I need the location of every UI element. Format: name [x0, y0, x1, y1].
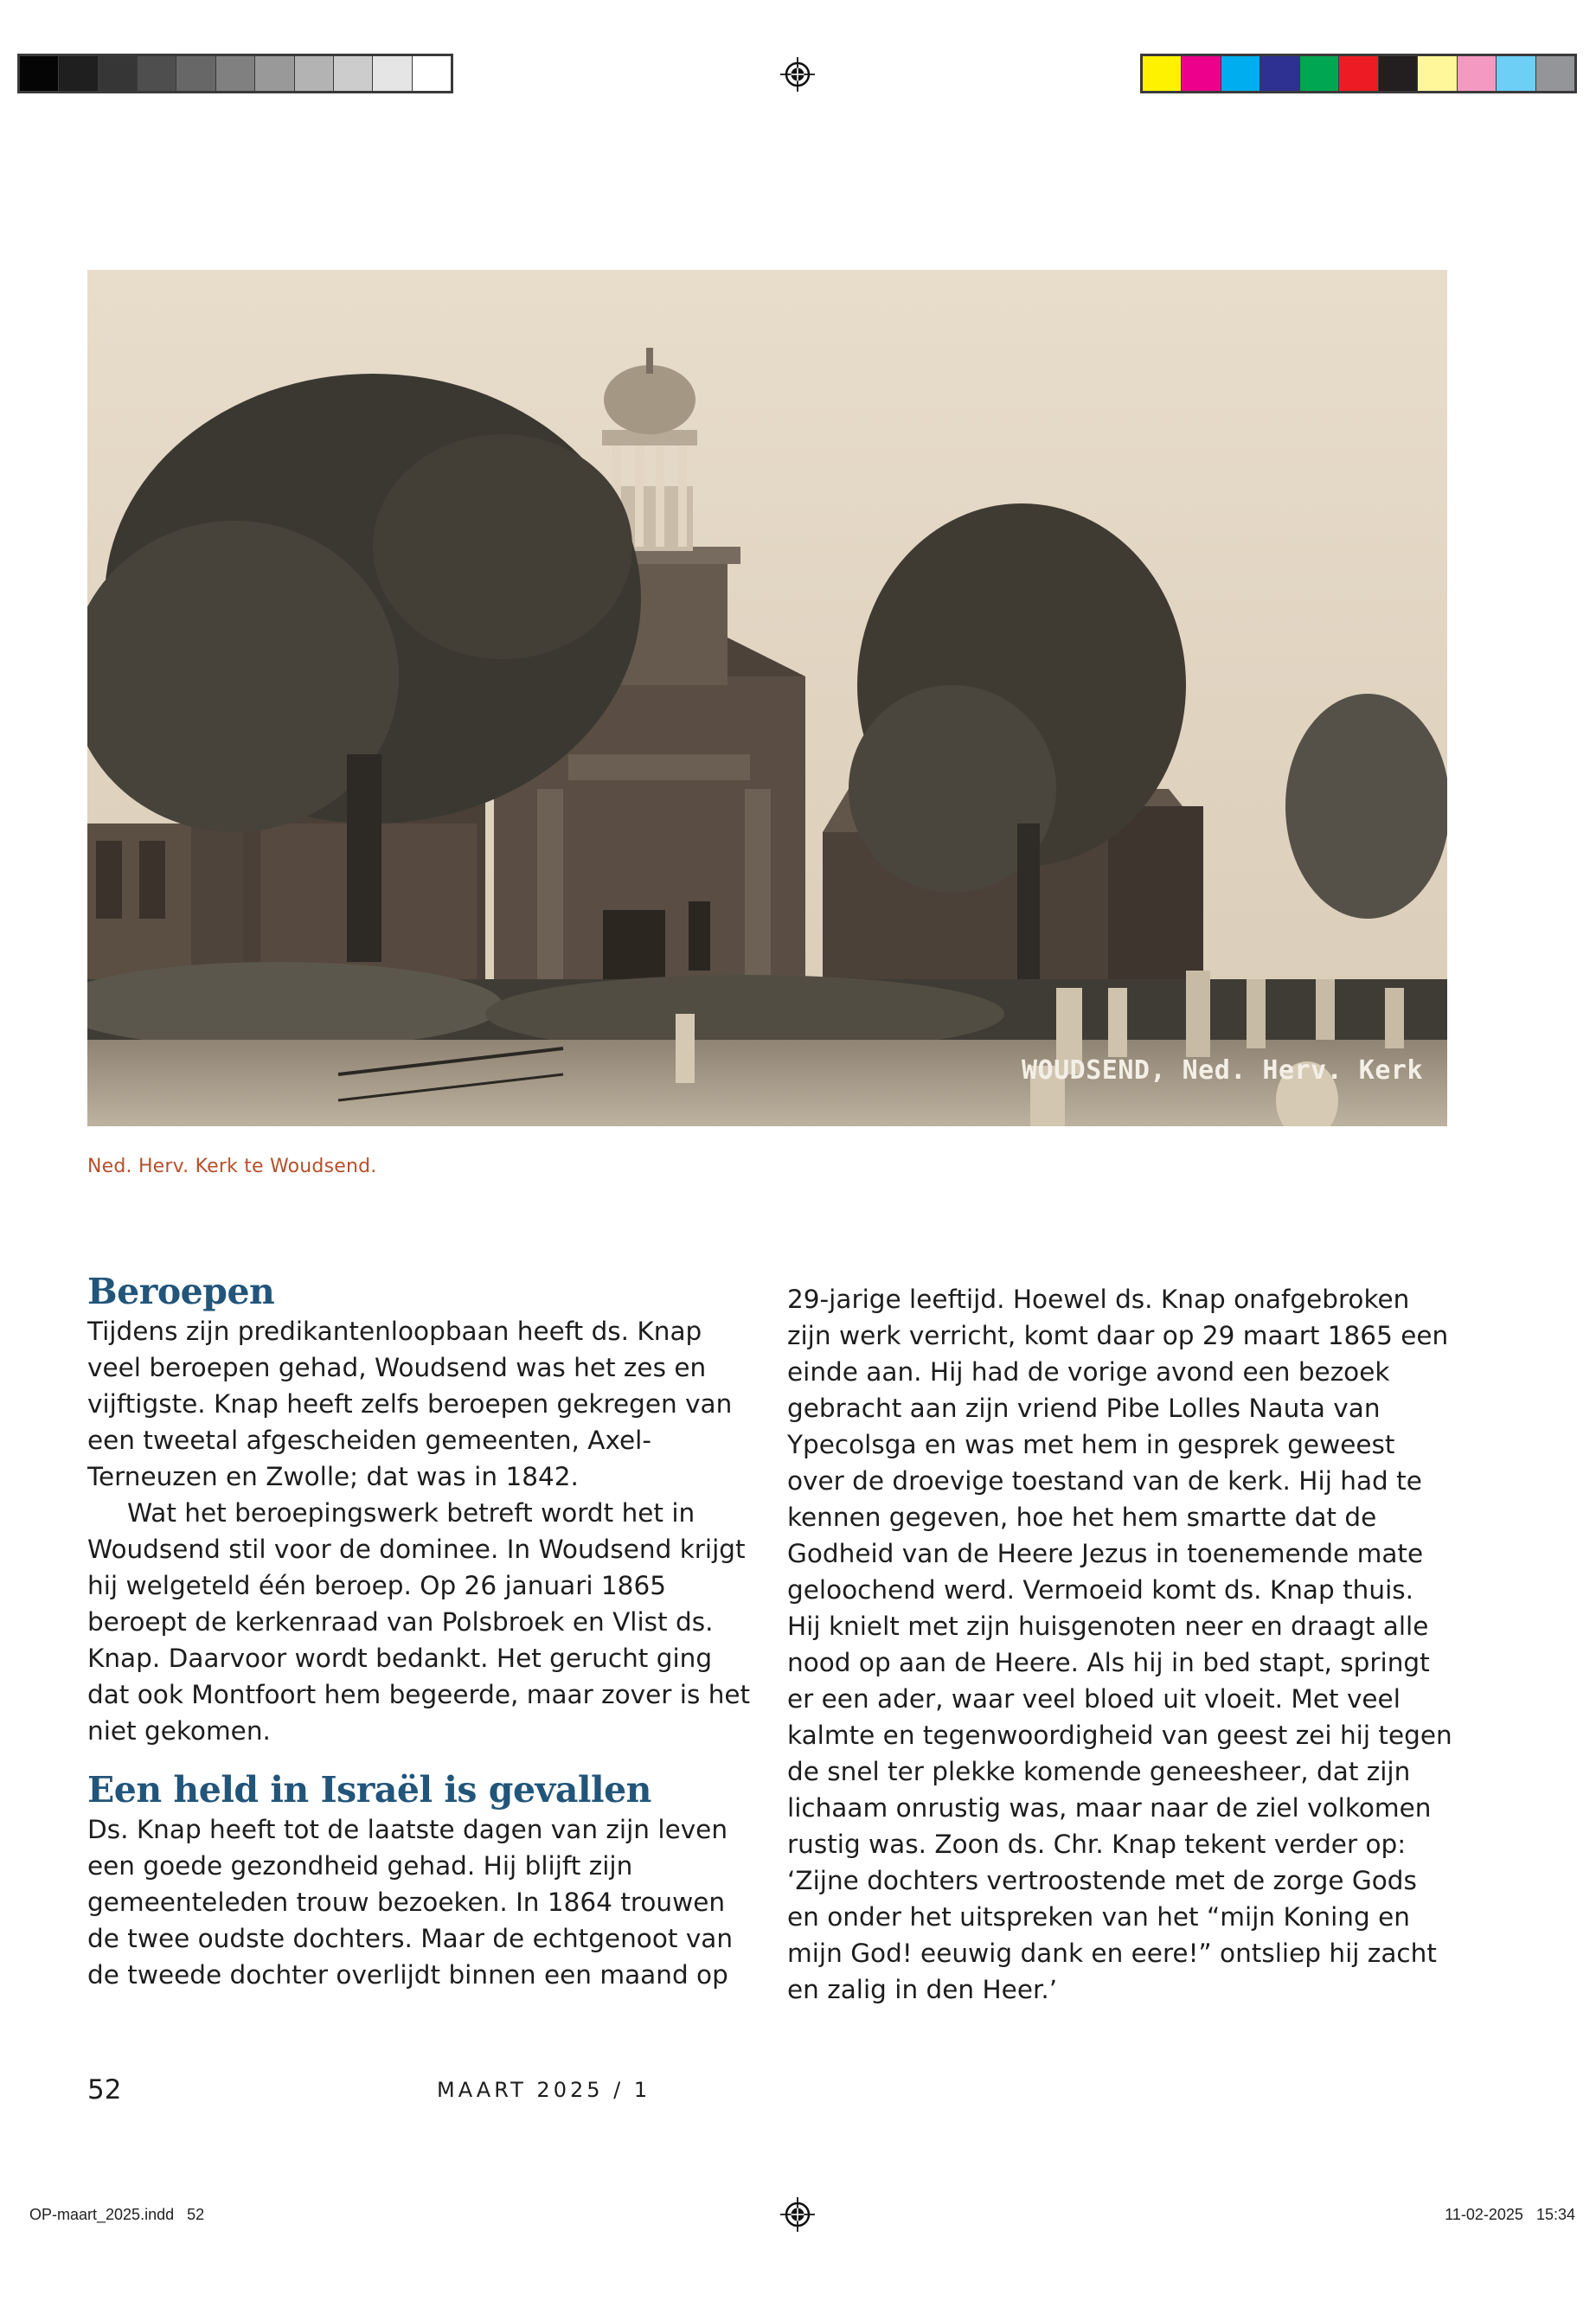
- color-swatch: [20, 56, 59, 91]
- color-swatch: [1260, 56, 1299, 91]
- color-swatch: [99, 56, 138, 91]
- left-column: [87, 1270, 753, 1993]
- color-swatch: [1418, 56, 1457, 91]
- right-column: [787, 1281, 1453, 2008]
- paragraph: Wat het beroepingswerk betreft wordt het in Woudsend stil voor de dominee. In Woudsend krijgt hij welgeteld één beroep. Op 26 januari 1865 beroept de kerkenraad van Polsbroek en Vlist ds. Knap. Daarvoor wordt bedankt. Het gerucht ging dat ook Montfoort hem begeerde, maar zover is het niet gekomen.: [87, 1498, 751, 1746]
- church-photo: [87, 270, 1447, 1126]
- color-swatch: [1339, 56, 1378, 91]
- color-swatch: [216, 56, 255, 91]
- paragraph: Ds. Knap heeft tot de laatste dagen van zijn leven een goede gezondheid gehad. Hij blijft zijn gemeenteleden trouw bezoeken. In 1864 trouwen de twee oudste dochters. Maar de echtgenoot van de tweede dochter overlijdt binnen een maand op: [87, 1815, 734, 1990]
- color-swatch: [413, 56, 451, 91]
- color-swatch: [295, 56, 334, 91]
- issue-label: MAART 2025 / 1: [437, 2078, 651, 2102]
- color-swatch: [1497, 56, 1535, 91]
- color-swatch: [176, 56, 215, 91]
- color-swatch: [255, 56, 294, 91]
- process-color-bar: [1140, 54, 1577, 93]
- color-swatch: [1536, 56, 1574, 91]
- registration-target-icon: [779, 55, 817, 93]
- color-swatch: [1221, 56, 1260, 91]
- slug-timestamp: 11-02-2025 15:34: [1445, 2206, 1575, 2223]
- color-swatch: [334, 56, 373, 91]
- slug-filename: OP-maart_2025.indd 52: [29, 2206, 205, 2223]
- page-number: 52: [87, 2074, 122, 2106]
- section-heading-held: Een held in Israël is gevallen: [87, 1769, 651, 1811]
- grayscale-color-bar: [17, 54, 453, 93]
- paragraph: Tijdens zijn predikantenloopbaan heeft ds. Knap veel beroepen gehad, Woudsend was het zes en vijftigste. Knap heeft zelfs beroepen gekregen van een tweetal afgescheiden gemeenten, Axel-Terneuzen en Zwolle; dat was in 1842.: [87, 1317, 733, 1491]
- color-swatch: [138, 56, 176, 91]
- color-swatch: [1143, 56, 1182, 91]
- color-swatch: [59, 56, 98, 91]
- color-swatch: [373, 56, 412, 91]
- color-swatch: [1458, 56, 1497, 91]
- registration-target-icon: [779, 2195, 817, 2234]
- photo-overlay-text: WOUDSEND, Ned. Herv. Kerk: [1022, 1055, 1424, 1086]
- color-swatch: [1300, 56, 1339, 91]
- color-swatch: [1182, 56, 1221, 91]
- section-heading-beroepen: Beroepen: [87, 1271, 275, 1312]
- paragraph: 29-jarige leeftijd. Hoewel ds. Knap onafgebroken zijn werk verricht, komt daar op 29 maart 1865 een einde aan. Hij had de vorige avond een bezoek gebracht aan zijn vriend Pibe Lolles Nauta van Ypecolsga en was met hem in gesprek geweest over de droevige toestand van de kerk. Hij had te kennen gegeven, hoe het hem smartte dat de Godheid van de Heere Jezus in toenemende mate geloochend werd. Vermoeid komt ds. Knap thuis. Hij knielt met zijn huisgenoten neer en draagt alle nood op aan de Heere. Als hij in bed stapt, springt er een ader, waar veel bloed uit vloeit. Met veel kalmte en tegenwoordigheid van geest zei hij tegen de snel ter plekke komende geneesheer, dat zijn lichaam onrustig was, maar naar de ziel volkomen rustig was. Zoon ds. Chr. Knap tekent verder op: ‘Zijne dochters vertroostende met de zorge Gods en onder het uitspreken van het “mijn Koning en mijn God! eeuwig dank en eere!” ontsliep hij zacht en zalig in den Heer.’: [787, 1285, 1452, 2004]
- photo-caption: Ned. Herv. Kerk te Woudsend.: [87, 1156, 377, 1177]
- color-swatch: [1379, 56, 1418, 91]
